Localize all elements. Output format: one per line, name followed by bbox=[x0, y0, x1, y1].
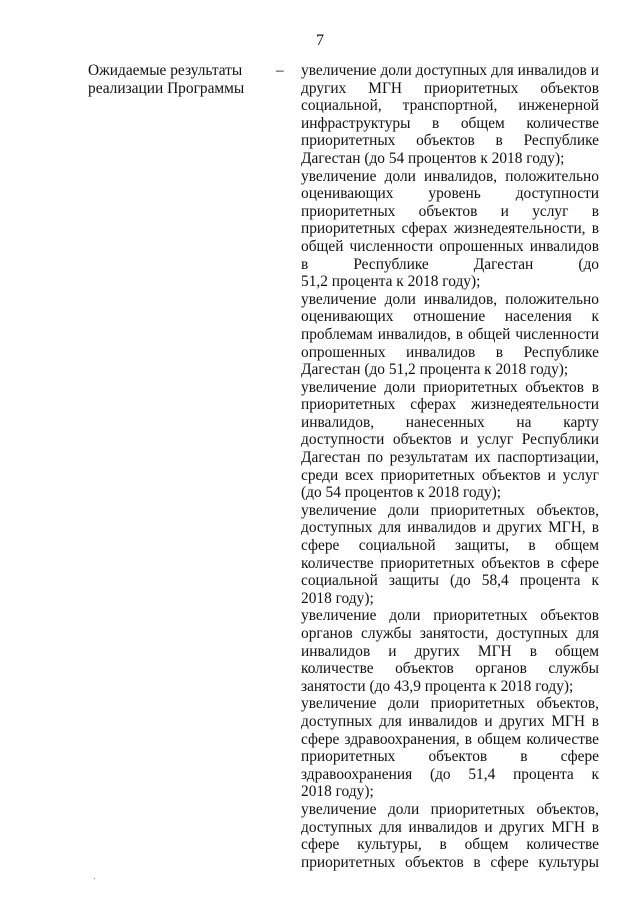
text-line: приоритетных объектов и услуг в bbox=[301, 202, 599, 220]
text-line: увеличение доли доступных для инвалидов и bbox=[301, 62, 599, 79]
text-line: в Республике Дагестан (до bbox=[301, 255, 599, 273]
text-line: инфраструктуры в общем количестве bbox=[301, 114, 599, 132]
text-line: сфере социальной защиты, в общем bbox=[301, 537, 599, 555]
text-line: инвалидов, нанесенных на карту bbox=[301, 413, 599, 431]
text-line: приоритетных объектов в Республике bbox=[301, 132, 599, 150]
text-line: увеличение доли приоритетных объектов, bbox=[301, 695, 599, 713]
text-line: 2018 году); bbox=[301, 589, 374, 607]
text-line: оценивающих отношение населения к bbox=[301, 308, 599, 326]
text-line: общей численности опрошенных инвалидов bbox=[301, 237, 599, 255]
text-line: здравоохранения (до 51,4 процента к bbox=[301, 765, 599, 783]
text-line: увеличение доли приоритетных объектов, bbox=[301, 501, 599, 519]
section-label bbox=[88, 62, 268, 97]
text-line: социальной защиты (до 58,4 процента к bbox=[301, 572, 599, 590]
text-line: приоритетных объектов в сфере культуры bbox=[301, 853, 599, 871]
text-line: увеличение доли приоритетных объектов в bbox=[301, 378, 599, 396]
expected-results-text bbox=[301, 62, 599, 871]
text-line: доступности объектов и услуг Республики bbox=[301, 431, 599, 449]
text-line: доступных для инвалидов и других МГН в bbox=[301, 712, 599, 730]
text-line: доступных для инвалидов и других МГН, в bbox=[301, 519, 599, 537]
text-line: других МГН приоритетных объектов bbox=[301, 79, 599, 97]
page-number: 7 bbox=[316, 32, 324, 49]
text-line: увеличение доли инвалидов, положительно bbox=[301, 290, 599, 308]
section-dash: – bbox=[276, 62, 284, 79]
text-line: Дагестан по результатам их паспортизации, bbox=[301, 449, 599, 467]
section-label-line-1: Ожидаемые результаты bbox=[88, 62, 243, 79]
text-line: опрошенных инвалидов в Республике bbox=[301, 343, 599, 361]
text-line: проблемам инвалидов, в общей численности bbox=[301, 325, 599, 343]
text-line: доступных для инвалидов и других МГН в bbox=[301, 818, 599, 836]
text-line: среди всех приоритетных объектов и услуг bbox=[301, 466, 599, 484]
section-label-line-2: реализации Программы bbox=[88, 79, 245, 97]
text-line: увеличение доли инвалидов, положительно bbox=[301, 167, 599, 185]
text-line: социальной, транспортной, инженерной bbox=[301, 97, 599, 115]
text-line: увеличение доли приоритетных объектов bbox=[301, 607, 599, 625]
scan-speck bbox=[94, 878, 95, 879]
text-line: приоритетных объектов в сфере bbox=[301, 748, 599, 766]
text-line: Дагестан (до 54 процентов к 2018 году); bbox=[301, 149, 565, 167]
text-line: приоритетных сферах жизнедеятельности bbox=[301, 396, 599, 414]
text-line: сфере здравоохранения, в общем количестве bbox=[301, 730, 599, 748]
text-line: количестве приоритетных объектов в сфере bbox=[301, 554, 599, 572]
text-line: 51,2 процента к 2018 году); bbox=[301, 273, 481, 291]
text-line: увеличение доли приоритетных объектов, bbox=[301, 800, 599, 818]
text-line: (до 54 процентов к 2018 году); bbox=[301, 484, 502, 502]
text-line: 2018 году); bbox=[301, 783, 374, 801]
text-line: оценивающих уровень доступности bbox=[301, 185, 599, 203]
text-line: Дагестан (до 51,2 процента к 2018 году); bbox=[301, 361, 569, 379]
text-line: сфере культуры, в общем количестве bbox=[301, 836, 599, 854]
text-line: приоритетных сферах жизнедеятельности, в bbox=[301, 220, 599, 238]
text-line: занятости (до 43,9 процента к 2018 году); bbox=[301, 677, 574, 695]
text-line: инвалидов и других МГН в общем bbox=[301, 642, 599, 660]
text-line: количестве объектов органов службы bbox=[301, 660, 599, 678]
text-line: органов службы занятости, доступных для bbox=[301, 625, 599, 642]
